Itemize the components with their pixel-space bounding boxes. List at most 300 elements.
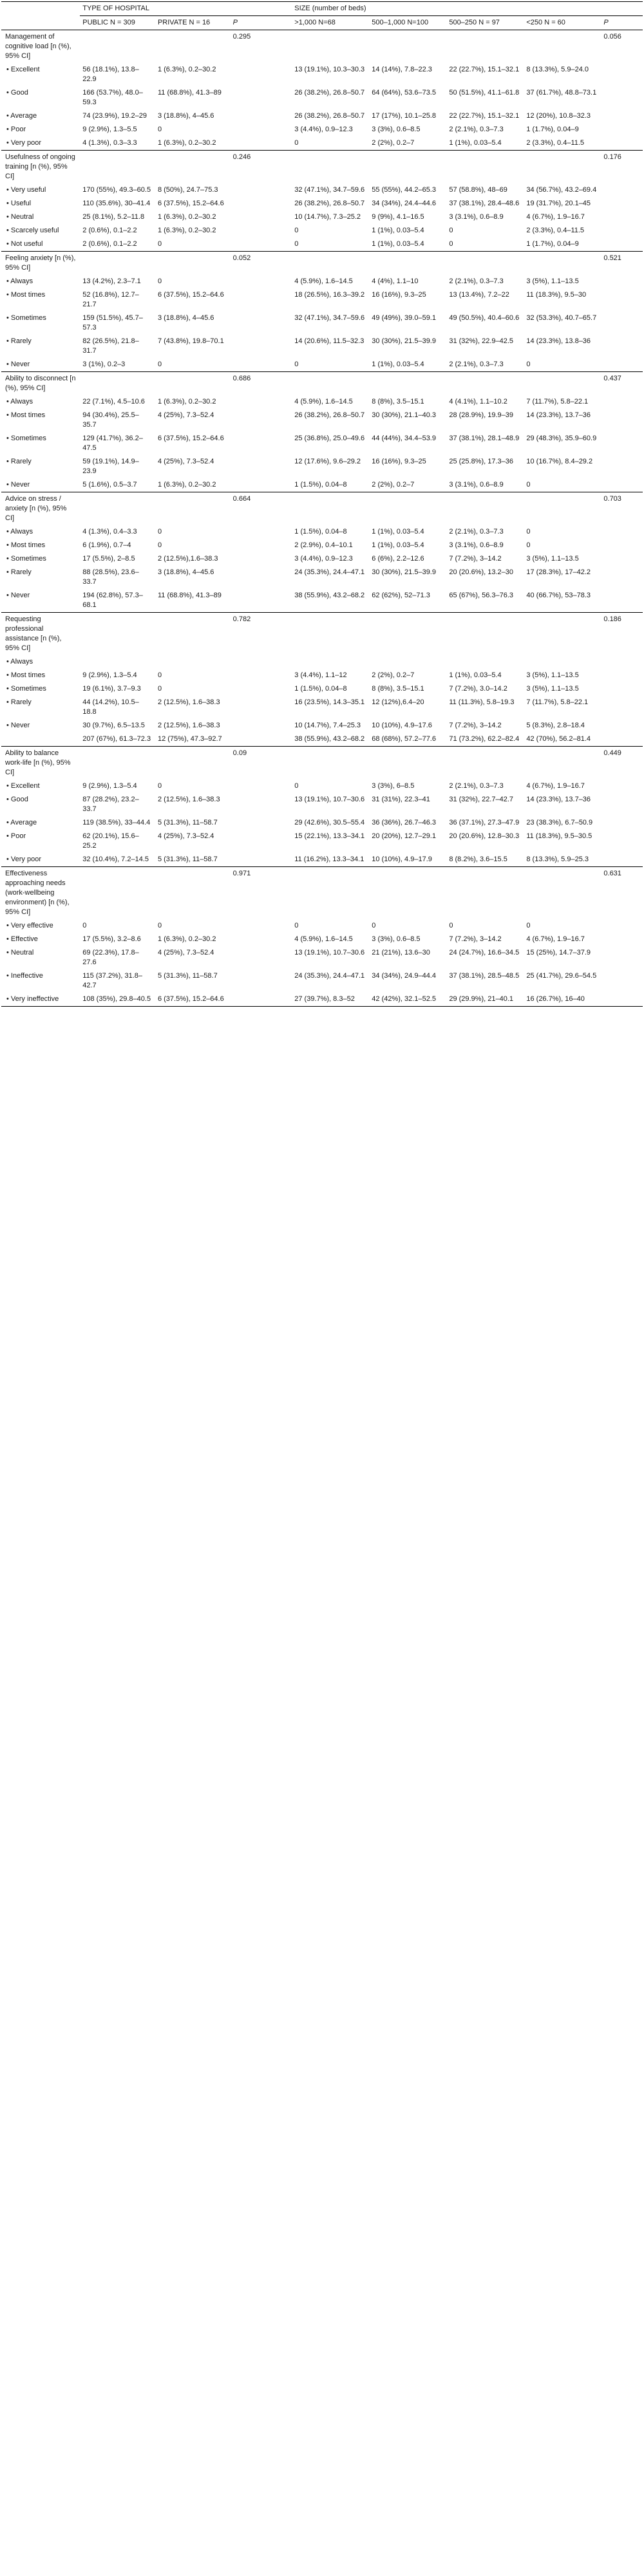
table-cell (231, 224, 292, 238)
table-cell: 3 (3.1%), 0.6–8.9 (449, 481, 504, 489)
section-blank-cell (292, 747, 369, 780)
table-cell (231, 566, 292, 589)
table-cell (231, 478, 292, 492)
table-cell: 4 (6.7%), 1.9–16.7 (526, 213, 585, 221)
table-row (1, 779, 643, 793)
table-cell: 68 (68%), 57.2–77.6 (372, 735, 436, 743)
table-cell: 10 (16.7%), 8.4–29.2 (526, 458, 593, 465)
section-blank-cell (155, 30, 231, 64)
section-blank-cell (292, 151, 369, 184)
table-cell (231, 123, 292, 136)
table-cell (601, 682, 643, 696)
table-cell (231, 816, 292, 830)
table-cell: 2 (2.1%), 0.3–7.3 (449, 126, 504, 133)
section-title: Feeling anxiety [n (%), 95% CI] (1, 252, 80, 275)
table-cell (601, 86, 643, 109)
table-cell: 28 (28.9%), 19.9–39 (449, 411, 514, 419)
table-cell: 0 (526, 541, 531, 549)
section-blank-cell (524, 613, 601, 656)
table-cell: 0 (372, 922, 376, 929)
table-cell: 0 (157, 671, 162, 679)
row-label: • Rarely (6, 337, 32, 345)
table-cell: 8 (8%), 3.5–15.1 (372, 398, 424, 406)
table-cell: 38 (55.9%), 43.2–68.2 (294, 592, 365, 599)
table-row (1, 539, 643, 552)
section-p-size: 0.521 (601, 252, 643, 275)
table-cell: 6 (37.5%), 15.2–64.6 (155, 993, 231, 1007)
table-cell: 65 (67%), 56.3–76.3 (449, 592, 514, 599)
header-p-size: P (601, 16, 643, 30)
table-cell: 0 (294, 782, 299, 790)
table-cell (155, 655, 231, 669)
table-cell: 1 (6.3%), 0.2–30.2 (157, 398, 216, 406)
header-beds-500-250: 500–250 N = 97 (446, 16, 524, 30)
table-cell (231, 432, 292, 455)
table-cell (231, 539, 292, 552)
table-cell: 6 (1.9%), 0.7–4 (82, 541, 131, 549)
table-cell (231, 853, 292, 867)
table-cell: 6 (37.5%), 15.2–64.6 (157, 291, 224, 299)
table-row (1, 969, 643, 993)
table-cell: 2 (12.5%),1.6–38.3 (157, 555, 218, 563)
table-cell: 17 (5.5%), 3.2–8.6 (82, 935, 141, 943)
table-cell: 14 (23.3%), 13.7–36 (526, 796, 591, 803)
table-cell: 25 (8.1%), 5.2–11.8 (82, 213, 145, 221)
table-row (1, 682, 643, 696)
row-label: • Good (6, 89, 28, 97)
table-cell: 11 (18.3%), 9.5–30 (526, 291, 587, 299)
table-cell: 13 (19.1%), 10.3–30.3 (294, 66, 365, 73)
table-cell: 8 (13.3%), 5.9–24.0 (526, 66, 589, 73)
section-blank-cell (369, 372, 446, 396)
table-cell (601, 969, 643, 993)
table-cell: 27 (39.7%), 8.3–52 (292, 993, 369, 1007)
table-cell: 34 (34%), 24.9–44.4 (372, 972, 436, 980)
table-cell: 0 (294, 240, 299, 248)
row-label: • Neutral (6, 213, 34, 221)
table-cell (601, 238, 643, 252)
section-blank-cell (524, 372, 601, 396)
row-label: • Average (6, 112, 37, 120)
table-cell: 6 (37.5%), 15.2–64.6 (157, 200, 224, 207)
table-cell: 11 (68.8%), 41.3–89 (157, 592, 222, 599)
table-cell: 2 (2%), 0.2–7 (372, 671, 415, 679)
table-cell: 0 (294, 922, 299, 929)
section-title: Ability to disconnect [n (%), 95% CI] (1, 372, 80, 396)
table-cell: 0 (526, 528, 531, 536)
table-cell: 0 (82, 922, 87, 929)
section-p-type: 0.971 (231, 867, 292, 920)
table-cell: 32 (47.1%), 34.7–59.6 (294, 186, 365, 194)
header-row-columns (1, 16, 643, 30)
section-title: Ability to balance work-life [n (%), 95% CI] (1, 747, 80, 780)
section-blank-cell (80, 252, 155, 275)
table-row (1, 816, 643, 830)
table-cell: 49 (49%), 39.0–59.1 (372, 314, 436, 322)
row-label: • Scarcely useful (6, 227, 59, 234)
table-cell (231, 669, 292, 682)
table-cell: 1 (1%), 0.03–5.4 (372, 240, 424, 248)
table-cell (231, 395, 292, 409)
row-label: • Always (6, 277, 33, 285)
table-cell: 12 (12%),6.4–20 (372, 698, 424, 706)
table-cell (601, 224, 643, 238)
table-cell: 7 (7.2%), 3.0–14.2 (449, 685, 507, 693)
row-label: • Sometimes (6, 685, 46, 693)
section-p-size: 0.631 (601, 867, 643, 920)
table-cell: 42 (70%), 56.2–81.4 (526, 735, 591, 743)
table-cell: 13 (19.1%), 10.7–30.6 (294, 949, 365, 957)
table-cell (231, 312, 292, 335)
table-cell (601, 696, 643, 719)
table-cell: 11 (68.8%), 41.3–89 (157, 89, 222, 97)
table-cell (231, 779, 292, 793)
table-cell: 2 (2.9%), 0.4–10.1 (294, 541, 353, 549)
table-cell: 20 (20%), 12.7–29.1 (372, 832, 436, 840)
row-label: • Most times (6, 541, 46, 549)
row-label: • Effective (6, 935, 38, 943)
section-blank-cell (80, 151, 155, 184)
table-cell: 18 (26.5%), 16.3–39.2 (294, 291, 365, 299)
section-blank-cell (155, 372, 231, 396)
table-cell: 0 (449, 922, 453, 929)
table-row (1, 358, 643, 372)
table-cell: 64 (64%), 53.6–73.5 (372, 89, 436, 97)
section-blank-cell (446, 372, 524, 396)
table-cell: 0 (157, 685, 162, 693)
header-beds-under-250: <250 N = 60 (524, 16, 601, 30)
section-blank-cell (446, 492, 524, 526)
table-cell: 4 (1.3%), 0.3–3.3 (82, 139, 137, 147)
table-cell (524, 655, 601, 669)
table-cell (601, 275, 643, 288)
table-cell: 10 (10%), 4.9–17.6 (372, 722, 432, 729)
table-cell: 1 (1%), 0.03–5.4 (372, 528, 424, 536)
table-cell: 1 (6.3%), 0.2–30.2 (157, 935, 216, 943)
table-cell: 7 (7.2%), 3–14.2 (449, 555, 502, 563)
table-cell (231, 682, 292, 696)
table-cell: 17 (17%), 10.1–25.8 (372, 112, 436, 120)
table-row (1, 109, 643, 123)
table-cell (231, 86, 292, 109)
table-cell: 37 (38.1%), 28.5–48.5 (449, 972, 520, 980)
row-label: • Most times (6, 411, 46, 419)
table-cell (231, 358, 292, 372)
table-cell: 4 (25%), 7.3–52.4 (157, 949, 214, 957)
section-header-row (1, 867, 643, 920)
table-cell: 1 (1%), 0.03–5.4 (449, 671, 502, 679)
table-cell: 24 (24.7%), 16.6–34.5 (449, 949, 520, 957)
table-row (1, 552, 643, 566)
section-blank-cell (155, 867, 231, 920)
row-label: • Poor (6, 126, 26, 133)
table-row (1, 123, 643, 136)
table-cell: 31 (32%), 22.9–42.5 (449, 337, 514, 345)
table-cell: 3 (5%), 1.1–13.5 (526, 685, 579, 693)
table-row (1, 275, 643, 288)
table-cell (231, 275, 292, 288)
table-cell (231, 919, 292, 933)
table-cell: 2 (12.5%), 1.6–38.3 (157, 796, 220, 803)
section-title: Management of cognitive load [n (%), 95% CI] (1, 30, 80, 64)
table-cell: 36 (36%), 26.7–46.3 (372, 819, 436, 826)
table-cell (231, 933, 292, 946)
table-cell (601, 589, 643, 613)
table-cell: 0 (449, 240, 453, 248)
table-cell (231, 288, 292, 312)
table-cell: 3 (18.8%), 4–45.6 (157, 568, 214, 576)
section-p-size: 0.449 (601, 747, 643, 780)
table-cell: 13 (19.1%), 10.7–30.6 (294, 796, 365, 803)
row-label: • Very effective (6, 922, 53, 929)
table-cell: 11 (16.2%), 13.3–34.1 (294, 855, 365, 863)
section-header-row (1, 151, 643, 184)
table-cell: 12 (20%), 10.8–32.3 (526, 112, 591, 120)
table-cell: 9 (2.9%), 1.3–5.4 (82, 782, 137, 790)
row-label: • Rarely (6, 698, 32, 706)
section-blank-cell (446, 747, 524, 780)
table-cell (231, 589, 292, 613)
row-label (1, 733, 80, 747)
table-cell: 1 (1%), 0.03–5.4 (372, 227, 424, 234)
table-cell: 7 (11.7%), 5.8–22.1 (526, 698, 589, 706)
table-cell (231, 238, 292, 252)
table-cell: 1 (1%), 0.03–5.4 (372, 541, 424, 549)
table-cell: 4 (5.9%), 1.6–14.5 (294, 277, 353, 285)
table-cell: 0 (294, 360, 299, 368)
section-header-row (1, 372, 643, 396)
table-cell: 207 (67%), 61.3–72.3 (82, 735, 151, 743)
row-label: • Sometimes (6, 555, 46, 563)
section-blank-cell (155, 747, 231, 780)
table-cell: 7 (7.2%), 3–14.2 (449, 722, 502, 729)
table-cell: 62 (20.1%), 15.6–25.2 (82, 832, 139, 850)
section-blank-cell (369, 252, 446, 275)
table-row (1, 136, 643, 151)
section-blank-cell (446, 252, 524, 275)
table-cell: 10 (14.7%), 7.3–25.2 (294, 213, 361, 221)
row-label: • Sometimes (6, 434, 46, 442)
table-cell: 24 (35.3%), 24.4–47.1 (294, 568, 365, 576)
row-label: • Most times (6, 291, 46, 299)
table-cell (231, 733, 292, 747)
header-private: PRIVATE N = 16 (155, 16, 231, 30)
row-label: • Sometimes (6, 314, 46, 322)
table-cell: 52 (16.8%), 12.7–21.7 (82, 291, 139, 308)
row-label: • Excellent (6, 66, 40, 73)
table-row (1, 395, 643, 409)
section-blank-cell (524, 492, 601, 526)
table-cell: 3 (5%), 1.1–13.5 (526, 671, 579, 679)
table-row (1, 525, 643, 539)
table-cell (601, 539, 643, 552)
table-cell (601, 853, 643, 867)
table-cell: 0 (294, 139, 299, 147)
table-cell (231, 335, 292, 358)
table-row (1, 830, 643, 853)
table-cell: 10 (10%), 4.9–17.9 (372, 855, 432, 863)
section-blank-cell (80, 372, 155, 396)
table-cell: 11 (18.3%), 9.5–30.5 (526, 832, 592, 840)
section-p-size: 0.437 (601, 372, 643, 396)
table-cell (601, 136, 643, 151)
table-cell: 44 (14.2%), 10.5–18.8 (82, 698, 139, 716)
table-cell: 4 (6.7%), 1.9–16.7 (526, 782, 585, 790)
table-cell (601, 669, 643, 682)
table-cell: 14 (20.6%), 11.5–32.3 (294, 337, 365, 345)
table-cell: 3 (1%), 0.2–3 (82, 360, 126, 368)
table-cell: 29 (29.9%), 21–40.1 (446, 993, 524, 1007)
table-cell: 26 (38.2%), 26.8–50.7 (294, 89, 365, 97)
table-cell (601, 123, 643, 136)
table-cell: 4 (1.3%), 0.4–3.3 (82, 528, 137, 536)
table-cell: 3 (5%), 1.1–13.5 (526, 555, 579, 563)
table-cell: 82 (26.5%), 21.8–31.7 (82, 337, 139, 355)
table-cell: 56 (18.1%), 13.8–22.9 (82, 66, 139, 83)
header-beds-over-1000: >1,000 N=68 (292, 16, 369, 30)
table-row (1, 733, 643, 747)
table-cell (601, 432, 643, 455)
table-row (1, 669, 643, 682)
section-blank-cell (80, 747, 155, 780)
header-blank-cell (1, 16, 80, 30)
table-cell: 32 (47.1%), 34.7–59.6 (294, 314, 365, 322)
table-cell: 71 (73.2%), 62.2–82.4 (449, 735, 520, 743)
table-cell (231, 136, 292, 151)
table-cell (231, 969, 292, 993)
table-cell (601, 793, 643, 816)
table-cell: 26 (38.2%), 26.8–50.7 (294, 200, 365, 207)
table-cell: 30 (30%), 21.1–40.3 (372, 411, 436, 419)
table-cell: 0 (157, 277, 162, 285)
table-cell (601, 919, 643, 933)
table-cell: 30 (9.7%), 6.5–13.5 (82, 722, 145, 729)
table-cell: 9 (2.9%), 1.3–5.4 (82, 671, 137, 679)
table-cell: 2 (2%), 0.2–7 (372, 139, 415, 147)
table-cell: 34 (34%), 24.4–44.6 (372, 200, 436, 207)
table-cell (231, 197, 292, 210)
table-cell: 8 (50%), 24.7–75.3 (157, 186, 218, 194)
table-cell: 4 (6.7%), 1.9–16.7 (526, 935, 585, 943)
table-cell: 57 (58.8%), 48–69 (449, 186, 507, 194)
table-cell: 1 (6.3%), 0.2–30.2 (157, 139, 216, 147)
header-p-type: P (231, 16, 292, 30)
table-cell: 2 (0.6%), 0.1–2.2 (82, 240, 137, 248)
table-cell (601, 552, 643, 566)
section-title: Advice on stress / anxiety [n (%), 95% CI] (1, 492, 80, 526)
row-label: • Excellent (6, 782, 40, 790)
table-row (1, 793, 643, 816)
table-cell: 1 (1.7%), 0.04–9 (526, 126, 579, 133)
table-cell: 3 (5%), 1.1–13.5 (526, 277, 579, 285)
table-cell: 31 (32%), 22.7–42.7 (449, 796, 514, 803)
section-blank-cell (292, 867, 369, 920)
table-cell: 22 (22.7%), 15.1–32.1 (449, 66, 520, 73)
table-cell: 32 (10.4%), 7.2–14.5 (82, 855, 149, 863)
table-cell: 13 (13.4%), 7.2–22 (449, 291, 509, 299)
section-blank-cell (369, 867, 446, 920)
table-cell: 30 (30%), 21.5–39.9 (372, 337, 436, 345)
table-row (1, 197, 643, 210)
section-p-size: 0.703 (601, 492, 643, 526)
header-beds-500-1000: 500–1,000 N=100 (369, 16, 446, 30)
table-cell: 21 (21%), 13.6–30 (372, 949, 430, 957)
table-cell (601, 779, 643, 793)
section-blank-cell (524, 867, 601, 920)
row-label: • Always (6, 398, 33, 406)
table-cell (231, 993, 292, 1007)
section-title: Effectiveness approaching needs (work-wellbeing environment) [n (%), 95% CI] (1, 867, 80, 920)
table-cell: 15 (22.1%), 13.3–34.1 (294, 832, 365, 840)
table-cell (601, 655, 643, 669)
table-cell: 44 (44%), 34.4–53.9 (372, 434, 436, 442)
table-cell: 25 (41.7%), 29.6–54.5 (526, 972, 597, 980)
row-label: • Useful (6, 200, 32, 207)
table-cell: 0 (449, 227, 453, 234)
table-cell: 5 (8.3%), 2.8–18.4 (526, 722, 585, 729)
section-blank-cell (446, 30, 524, 64)
table-cell: 4 (5.9%), 1.6–14.5 (294, 398, 353, 406)
table-cell: 40 (66.7%), 53–78.3 (526, 592, 591, 599)
table-cell: 1 (6.3%), 0.2–30.2 (157, 213, 216, 221)
table-cell: 17 (5.5%), 2–8.5 (82, 555, 135, 563)
table-cell (601, 409, 643, 432)
table-cell: 12 (17.6%), 9.6–29.2 (294, 458, 361, 465)
row-label: • Very useful (6, 186, 46, 194)
table-cell: 74 (23.9%), 19.2–29 (82, 112, 147, 120)
table-row (1, 409, 643, 432)
table-cell: 5 (31.3%), 11–58.7 (157, 855, 218, 863)
table-cell: 16 (23.5%), 14.3–35.1 (294, 698, 365, 706)
table-cell (231, 830, 292, 853)
table-cell (601, 455, 643, 478)
row-label: • Always (6, 658, 33, 666)
table-cell: 10 (14.7%), 7.4–25.3 (294, 722, 361, 729)
table-cell: 1 (1%), 0.03–5.4 (449, 139, 502, 147)
table-cell: 4 (25%), 7.3–52.4 (157, 832, 214, 840)
table-cell: 22 (22.7%), 15.1–32.1 (449, 112, 520, 120)
table-cell: 3 (3%), 0.6–8.5 (372, 126, 421, 133)
table-cell: 11 (11.3%), 5.8–19.3 (449, 698, 515, 706)
results-table (1, 1, 643, 1007)
row-label: • Poor (6, 832, 26, 840)
table-cell: 17 (28.3%), 17–42.2 (526, 568, 591, 576)
section-blank-cell (292, 252, 369, 275)
row-label: • Always (6, 528, 33, 536)
row-label: • Very poor (6, 855, 41, 863)
table-cell: 0 (294, 227, 299, 234)
table-row (1, 210, 643, 224)
table-cell: 26 (38.2%), 26.8–50.7 (294, 411, 365, 419)
section-p-size: 0.186 (601, 613, 643, 656)
table-row (1, 853, 643, 867)
table-cell (601, 946, 643, 969)
section-p-size: 0.176 (601, 151, 643, 184)
section-p-type: 0.782 (231, 613, 292, 656)
table-cell: 4 (5.9%), 1.6–14.5 (294, 935, 353, 943)
section-p-type: 0.246 (231, 151, 292, 184)
table-cell (231, 109, 292, 123)
table-cell: 0 (526, 481, 531, 489)
table-cell: 69 (22.3%), 17.8–27.6 (82, 949, 139, 966)
table-cell: 20 (20.6%), 12.8–30.3 (449, 832, 520, 840)
table-row (1, 478, 643, 492)
section-blank-cell (446, 613, 524, 656)
section-p-type: 0.052 (231, 252, 292, 275)
header-type-of-hospital: TYPE OF HOSPITAL (80, 2, 292, 16)
table-cell: 1 (1.5%), 0.04–8 (294, 528, 347, 536)
table-cell: 2 (2.1%), 0.3–7.3 (449, 277, 504, 285)
